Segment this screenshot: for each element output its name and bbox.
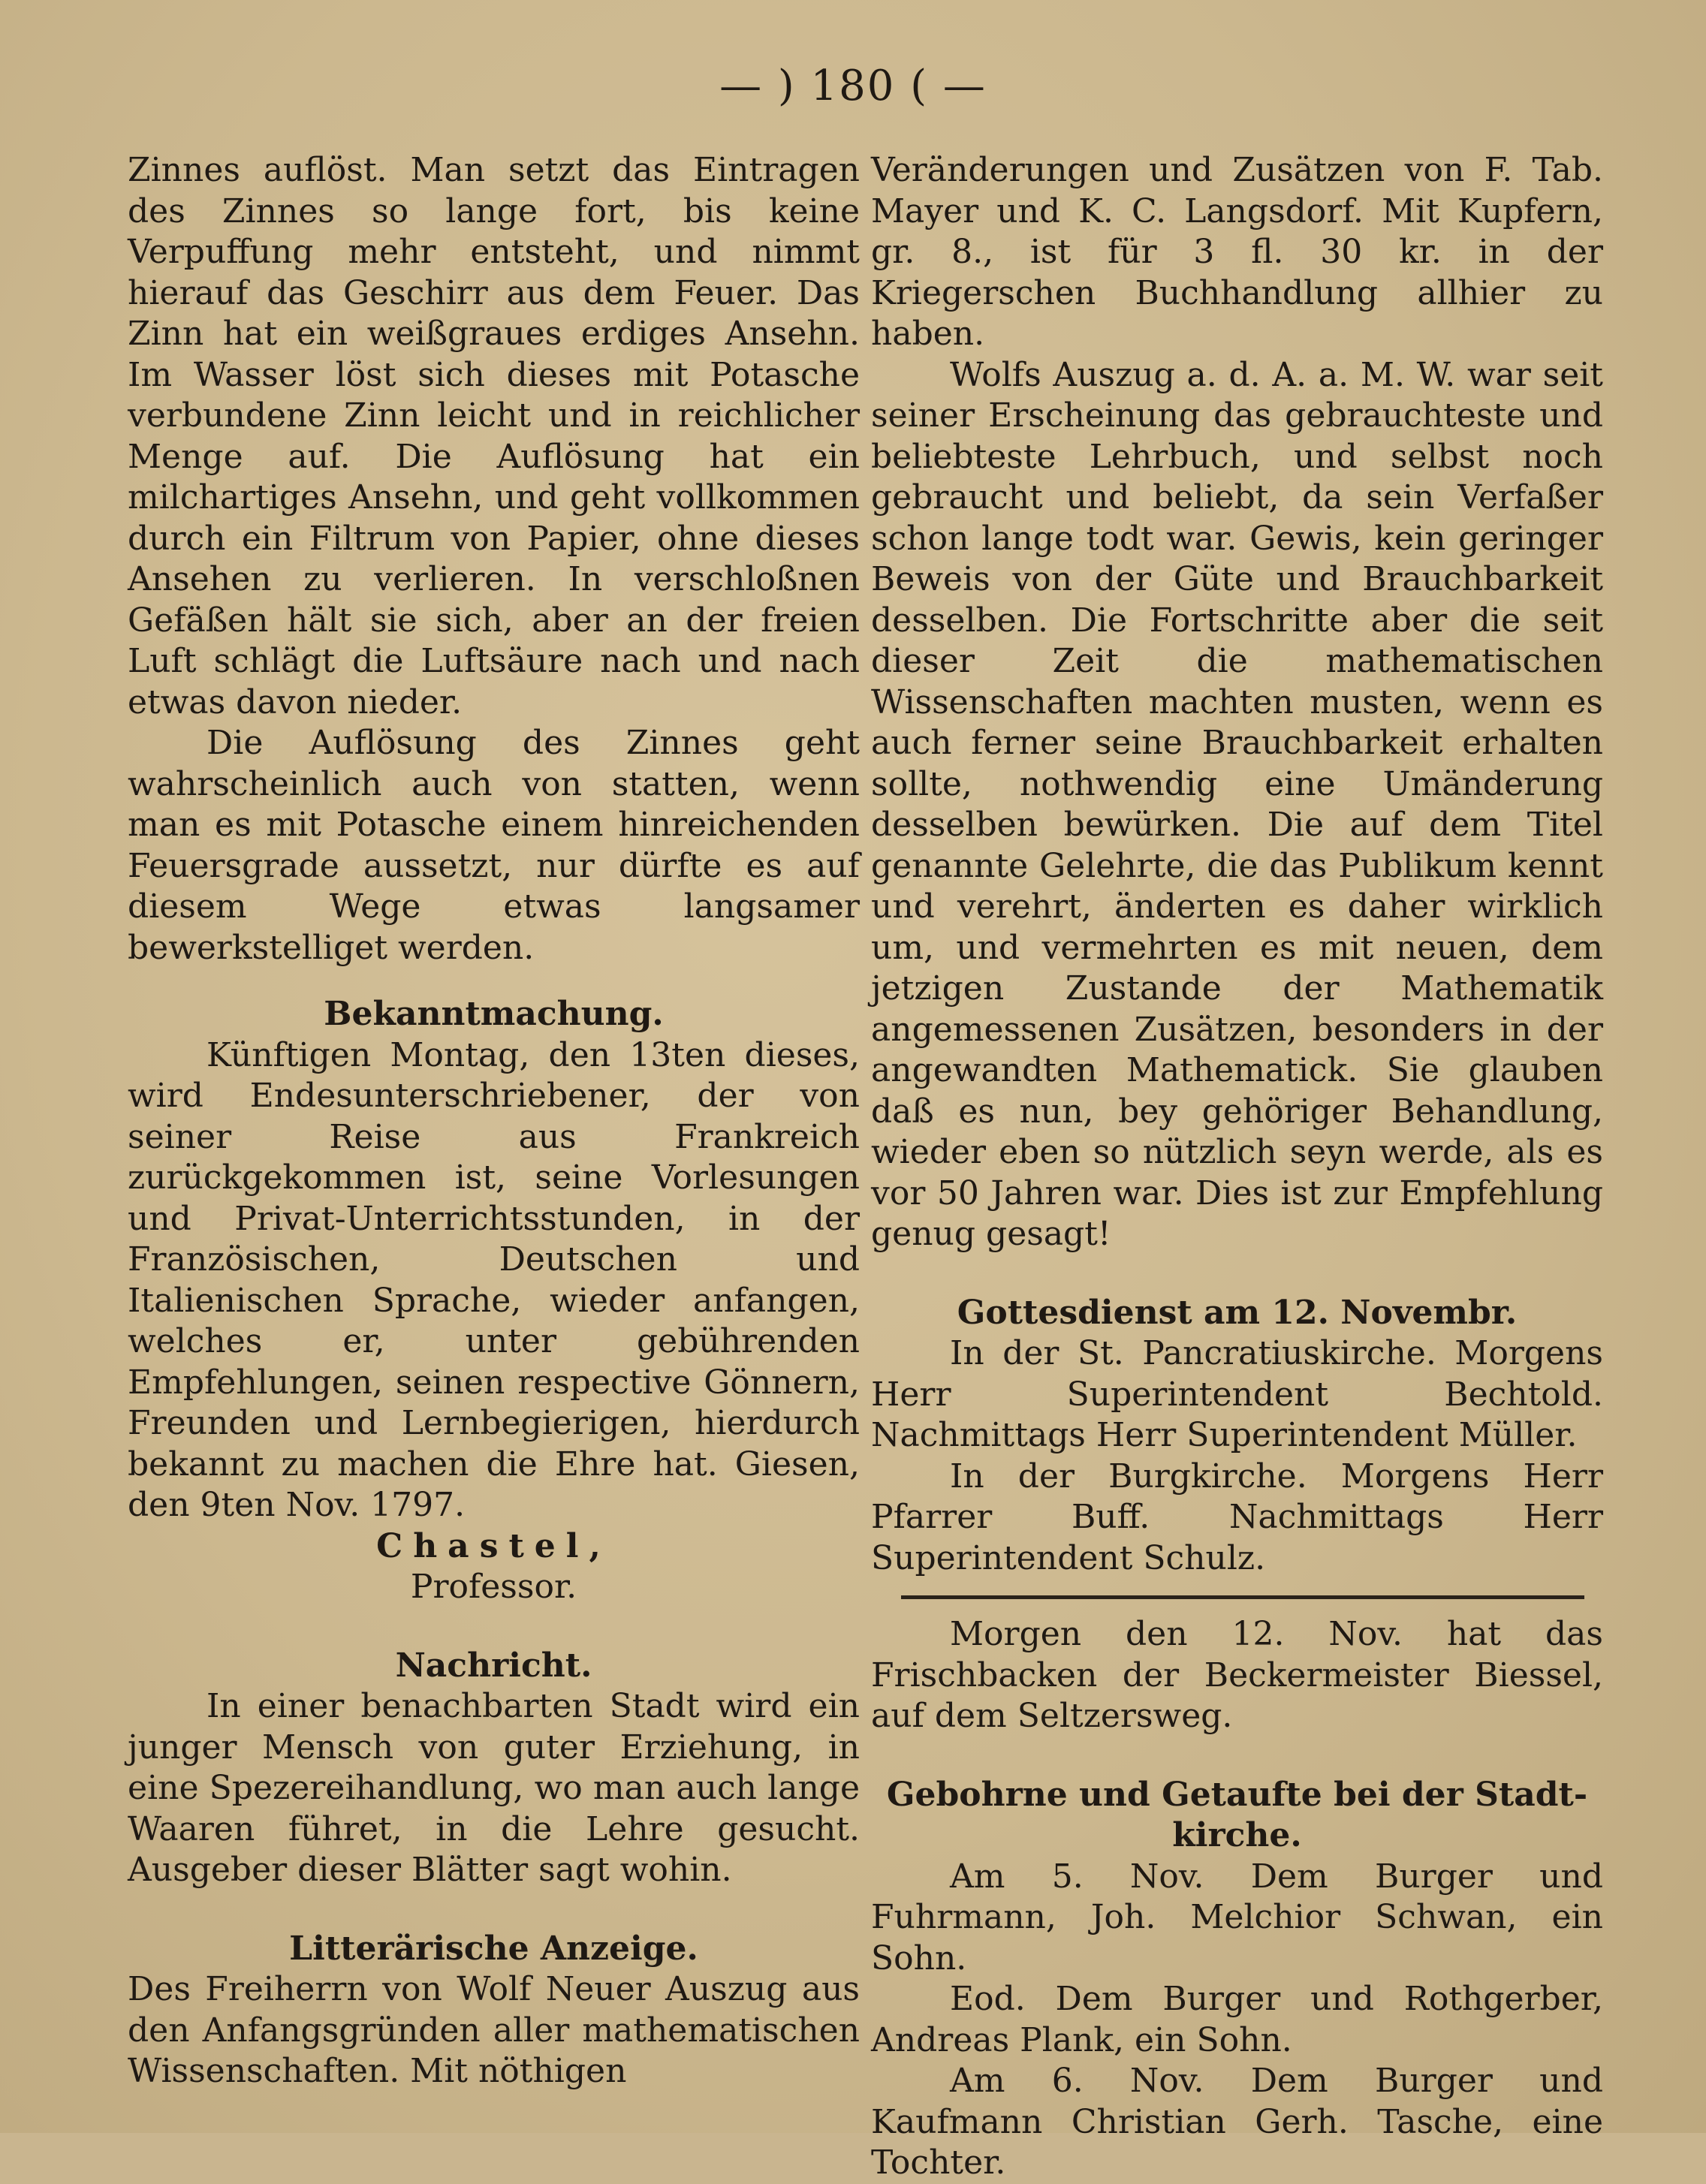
births-heading-line-2: kirche.	[1172, 1816, 1302, 1854]
signature-name: Chastel,	[376, 1526, 611, 1565]
spacer	[128, 968, 860, 994]
gottesdienst-heading: Gottesdienst am 12. Novembr.	[957, 1293, 1518, 1332]
signature-title: Professor.	[410, 1568, 577, 1606]
birth-entry: Am 6. Nov. Dem Burger und Kaufmann Christian Gerh. Tasche, eine Tochter.	[871, 2062, 1603, 2182]
bekanntmachung-heading: Bekanntmachung.	[324, 995, 664, 1033]
births-heading-line-1: Gebohrne und Getaufte bei der Stadt-	[886, 1775, 1588, 1814]
right-column	[871, 150, 1603, 2184]
spacer	[871, 1255, 1603, 1293]
birth-entry: Am 5. Nov. Dem Burger und Fuhrmann, Joh. Melchior Schwan, ein Sohn.	[871, 1857, 1603, 1978]
birth-entry: Eod. Dem Burger und Rothgerber, Andreas Plank, ein Sohn.	[871, 1980, 1603, 2059]
bekanntmachung-text: Künftigen Montag, den 13ten dieses, wird Endesunterschriebener, der von seiner Reise aus Frankreich zurückgekommen ist, seine Vorlesungen und Privat-Unterrichtsstunden, in der Französischen, Deutschen und Italienischen Sprache, wieder anfangen, welches er, unter gebührenden Empfehlungen, seinen respective Gönnern, Freunden und Lernbegierigen, hierdurch bekannt zu machen die Ehre hat. Giesen, den 9ten Nov. 1797.	[128, 1035, 860, 1524]
spacer	[871, 1737, 1603, 1775]
spacer	[128, 1608, 860, 1646]
nachricht-text: In einer benachbarten Stadt wird ein junger Mensch von guter Erziehung, in eine Spezereihandlung, wo man auch lange Waaren führet, in die Lehre gesucht. Ausgeber dieser Blätter sagt wohin.	[128, 1687, 860, 1889]
burgkirche-service-text: In der Burgkirche. Morgens Herr Pfarrer Buff. Nachmittags Herr Superintendent Schulz.	[871, 1457, 1603, 1577]
spacer	[128, 1891, 860, 1929]
book-title-continuation: Veränderungen und Zusätzen von F. Tab. Mayer und K. C. Langsdorf. Mit Kupfern, gr. 8., ist für 3 fl. 30 kr. in der Kriegerschen Buchhandlung allhier zu haben.	[871, 151, 1603, 353]
section-divider	[901, 1595, 1584, 1599]
pancratius-service-text: In der St. Pancratiuskirche. Morgens Herr Superintendent Bechtold. Nachmittags Herr Superintendent Müller.	[871, 1334, 1603, 1454]
litterarische-text: Des Freiherrn von Wolf Neuer Auszug aus den Anfangsgründen aller mathematischen Wissenschaften. Mit nöthigen	[128, 1970, 860, 2090]
page-number: — ) 180 ( —	[719, 62, 987, 110]
tin-solution-paragraph: Zinnes auflöst. Man setzt das Eintragen des Zinnes so lange fort, bis keine Verpuffung mehr entsteht, und nimmt hierauf das Geschirr aus dem Feuer. Das Zinn hat ein weißgraues erdiges Ansehn. Im Wasser löst sich dieses mit Potasche verbundene Zinn leicht und in reichlicher Menge auf. Die Auflösung hat ein milchartiges Ansehn, und geht vollkommen durch ein Filtrum von Papier, ohne dieses Ansehen zu verlieren. In verschloßnen Gefäßen hält sie sich, aber an der freien Luft schlägt die Luftsäure nach und nach etwas davon nieder.	[128, 151, 860, 721]
tin-potash-paragraph: Die Auflösung des Zinnes geht wahrscheinlich auch von statten, wenn man es mit Potasche einem hinreichenden Feuersgrade aussetzt, nur dürfte es auf diesem Wege etwas langsamer bewerkstelliget werden.	[128, 724, 860, 967]
left-column	[128, 150, 860, 2092]
bakery-notice-text: Morgen den 12. Nov. hat das Frischbacken der Beckermeister Biessel, auf dem Seltzersweg.	[871, 1615, 1603, 1735]
litterarische-heading: Litterärische Anzeige.	[289, 1929, 698, 1968]
book-review-paragraph: Wolfs Auszug a. d. A. a. M. W. war seit seiner Erscheinung das gebrauchteste und beliebteste Lehrbuch, und selbst noch gebraucht und beliebt, da sein Verfaßer schon lange todt war. Gewis, kein geringer Beweis von der Güte und Brauchbarkeit desselben. Die Fortschritte aber die seit dieser Zeit die mathematischen Wissenschaften machten musten, wenn es auch ferner seine Brauchbarkeit erhalten sollte, nothwendig eine Umänderung desselben bewürken. Die auf dem Titel genannte Gelehrte, die das Publikum kennt und verehrt, änderten es daher wirklich um, und vermehrten es mit neuen, dem jetzigen Zustande der Mathematik angemessenen Zusätzen, besonders in der angewandten Mathematick. Sie glauben daß es nun, bey gehöriger Behandlung, wieder eben so nützlich seyn werde, als es vor 50 Jahren war. Dies ist zur Empfehlung genug gesagt!	[871, 355, 1603, 1253]
nachricht-heading: Nachricht.	[395, 1646, 592, 1685]
